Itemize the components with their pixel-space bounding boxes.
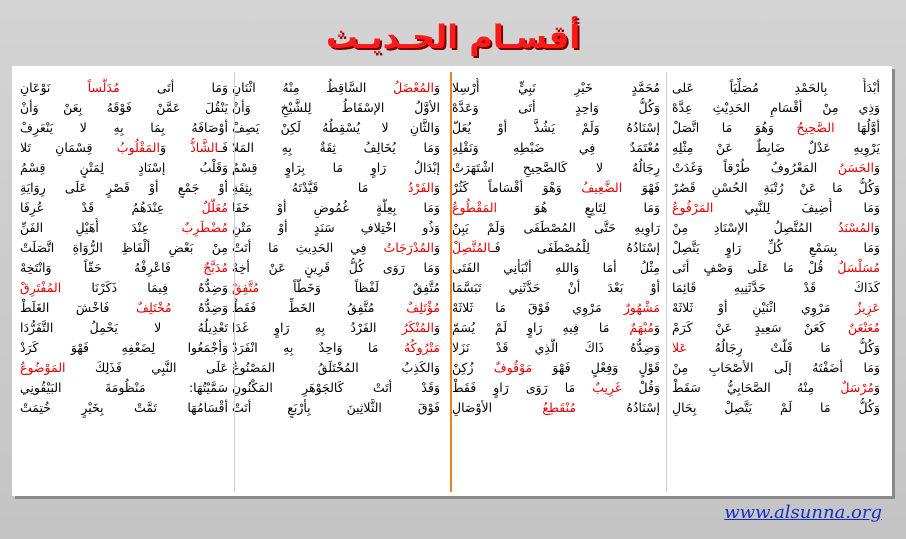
poem-line [452,158,660,178]
verse-text: وَ [433,80,440,95]
poem-line [232,98,440,118]
hadith-term: الصَّحِيحُ [796,120,835,135]
poem-line [20,178,228,198]
page-title: أقسـام الحـديـث [325,18,581,56]
poem-line [20,78,228,98]
poem-line [20,358,228,378]
hadith-term: المَرْفُوعُ [672,200,714,215]
verse-text: أبْدَأُ بِالحَمْدِ مُصَلِّيَاً عَلى [672,80,880,95]
poem-line [672,358,880,378]
verse-text: مَا وَاحِدٌ بِهِ انْفَرَدْ [232,340,404,355]
verse-text: مُتَّفِقُ الخَطِّ فَقَطْ [232,300,407,315]
hadith-term: المَقْلُوبُ [116,140,160,155]
hadith-term: مَتْرُوكُهُ [403,340,440,355]
verse-text: وَالكَذِبُ المُخْتَلَقُ المَصْنُوعُ [232,360,440,375]
verse-text: أقْسَامُهَا تَمَّتْ بِخَيْرٍ خُتِمَتْ [20,400,228,415]
hadith-term: مُعَنْعَنٌ [847,320,880,335]
verse-text: إسْنَادُهُ لِلْمُصْطَفَى فَـ [490,240,660,255]
poem-line [232,78,440,98]
poem-line [232,398,440,418]
verse-text: رَاوِيهِ حَتَّى المُصْطَفَى وَلَمْ يَبِنْ [452,220,660,235]
poem-line [20,238,228,258]
hadith-term: مُنْقَطِعُ [542,400,577,415]
poem-line [20,398,228,418]
verse-text: كَذَاكَ قَدْ حَدَّثَنِيهِ قَائِمَا [672,280,880,295]
poem-line [232,138,440,158]
hadith-term: المُعْضَلُ [393,80,434,95]
verse-text: أوْ جَمْعٍ أوْ قَصْرٍ عَلَى رِوَايَةِ [20,180,228,195]
verse-text: مِنْهُ الصَّحَابِيُّ سَقَطْ [672,380,841,395]
verse-text: إسْنَادُهُ [576,400,660,415]
verse-text: وَكُلُّ وَاحِدٍ أتَى وَعَدَّهْ [452,100,660,115]
hadith-term: مَشْهُورٌ [623,300,660,315]
poem-line [232,238,440,258]
poem-line [672,198,880,218]
verse-text: مُعْتَمَدٌ فِي ضَبْطِهِ وَنَقْلِهِ [452,140,660,155]
poem-line [452,238,660,258]
verse-text: مَا قَيَّدْتَهُ بِثِقَةِ [232,180,408,195]
poem-line [232,158,440,178]
poem-panel [12,66,892,496]
poem-line [232,358,440,378]
center-divider [450,72,452,492]
poem-line [672,98,880,118]
verse-text: وَكُلُّ مَا عَنْ رُتْبَةِ الحُسْنِ قَصُرْ [672,180,880,195]
poem-line [232,318,440,338]
poem-line [232,278,440,298]
verse-text: وَ [653,320,660,335]
poem-line [232,118,440,138]
poem-line [232,178,440,198]
verse-text: وَأجْمَعُوا لِضَعْفِهِ فَهْوَ كَرَدْ [20,340,228,355]
verse-text: وَ [433,240,440,255]
poem-column-1 [672,78,880,486]
poem-line [672,118,880,138]
verse-text: نَوْعَانِ [20,80,88,95]
verse-text: الأوْصَالِ [452,400,543,415]
verse-text: فَاخْشَ الغَلَطْ [20,300,136,315]
verse-text: وَقَدْ أتَتْ كَالجَوْهَرِ المَكْنُونِ [232,380,440,395]
poem-line [452,318,660,338]
hadith-term: المَقْطُوعُ [452,200,498,215]
poem-line [452,78,660,98]
verse-text: مَا فِيهِ رَاوٍ لَمْ يُسَمّ [452,320,630,335]
poem-line [232,218,440,238]
verse-text: وَكُلُّ مَا قَلَّتْ رِجَالُهُ [686,340,880,355]
verse-text: يَرْوِيهِ عَدْلٌ ضَابِطٌ عَنْ مِثْلِهِ [672,140,880,155]
poem-line [452,278,660,298]
verse-text: وَضِدُّهُ [171,300,228,315]
poem-line [20,158,228,178]
verse-text: زُكِنْ [452,360,494,375]
verse-text: وَمَا بِعِلَّةٍ غُمُوضٍ أوْ خَفَا [232,200,440,215]
poem-line [232,378,440,398]
verse-text: وَمَا رَوَى كُلُّ قَرِينٍ عَنْ أخِهْ [232,260,440,275]
poem-line [672,178,880,198]
verse-text: وَمَا أتَى [119,80,228,95]
hadith-term: المُفْتَرِقْ [20,280,62,295]
verse-text: كَعَنْ سَعِيدٍ عَنْ كَرَمْ [672,320,848,335]
verse-text: وَهُوَ مَا اتَّصَلْ [672,120,797,135]
poem-line [20,118,228,138]
verse-text: وَالثَّانِ لا يُسْقِطُهُ لَكِنْ يَصِفْ [232,120,440,135]
hadith-term: مُتَّفِقْ [232,280,260,295]
poem-line [20,258,228,278]
verse-text: وَمَا أُضِيفَ لِلنَّبِي [713,200,880,215]
poem-line [672,158,880,178]
verse-text: وَ [433,180,440,195]
verse-text: وَ [159,140,191,155]
verse-text: وَ [873,220,880,235]
verse-text: السَّاقِطُ مِنْهُ اثْنَانِ [232,80,394,95]
verse-text: وَمَا يُخَالِفُ ثِقَةٌ بِهِ المَلا [232,140,440,155]
hadith-term: المُنْكَرُ [401,320,434,335]
hadith-term: مُبْهَمٌ [629,320,654,335]
poem-column-4 [20,78,228,486]
hadith-term: المُسْنَدُ [837,220,874,235]
hadith-term: مُعَلَّلٌ [201,200,228,215]
poem-line [20,138,228,158]
site-link[interactable]: www.alsunna.org [724,502,882,523]
poem-line [20,218,228,238]
poem-line [452,118,660,138]
verse-text: أوْ بَعْدَ أنْ حَدَّثَنِي تَبَسَّمَا [452,280,660,295]
verse-text: وَذِي مِنْ أقْسَامِ الحَدِيْثِ عِدَّهْ [672,100,880,115]
verse-text: وَمَا بِسَمْعِ كُلِّ رَاوٍ يَتَّصِلْ [672,240,880,255]
poem-line [20,298,228,318]
poem-line [452,178,660,198]
poem-line [672,238,880,258]
poem-line [672,218,880,238]
verse-text: وَقُلْ [621,380,660,395]
poem-line [672,258,880,278]
poem-line [672,138,880,158]
verse-text: المُتَّصِلُ الإسْنَادِ مِنْ [672,220,838,235]
poem-line [672,378,880,398]
verse-text: وَضِدُّهُ فِيمَا ذَكَرْنَا [61,280,228,295]
verse-text: أوَّلُهَا [834,120,880,135]
poem-column-3 [232,78,440,486]
verse-text: وَ [873,380,880,395]
hadith-term: مُرْسَلٌ [840,380,874,395]
poem-line [232,298,440,318]
poem-line [20,98,228,118]
verse-text: وَقَلْبُ إسْنَادٍ لِمَتْنٍ قِسْمُ [20,160,228,175]
column-divider [666,72,667,492]
verse-text: مَرْوِي فَوْقَ مَا ثَلاثَهْ [452,300,624,315]
verse-text: تَعْدِيلُهُ لا يَحْمِلُ التَّفَرُّدَا [20,320,228,335]
verse-text: سَمَّيْتُهَا: مَنْظُومَةَ البَيْقُونِي [20,380,228,395]
verse-text: وَضِدُّهُ ذَاكَ الَّذِي قَدْ نَزَلا [452,340,660,355]
verse-text: مَرْوِي اثْنَيْنِ أوْ ثَلاثَهْ [672,300,856,315]
poem-line [20,278,228,298]
verse-text: أوْصَافَهُ بِمَا بِهِ لا يَنْعَرِفْ [20,120,228,135]
verse-text: فَـ [218,140,228,155]
verse-text: مُتَّفِقٌ لَفْظاً وَخَطّاً [259,280,440,295]
hadith-term: مُدَلَّساً [87,80,120,95]
poem-line [20,378,228,398]
poem-line [672,78,880,98]
column-divider [234,72,235,492]
verse-text: مِنْ بَعْضِ ألْفَاظِ الرُّوَاةِ اتَّصَلَتْ [20,240,228,255]
verse-text: عَلَى النَّبِي فَذَلِكَ [65,360,228,375]
poem-line [452,378,660,398]
verse-text: الفَرْدُ بِهِ رَاوٍ غَدَا [232,320,402,335]
poem-line [452,398,660,418]
verse-text: مُحَمَّدٍ خَيْرِ نَبِيٍّ أُرْسِلا [452,80,660,95]
poem-line [232,338,440,358]
verse-text: وَهْوَ أقْسَاماً كَثُرْ [452,180,582,195]
poem-line [452,198,660,218]
hadith-term: المُدْرَجَاتُ [383,240,434,255]
hadith-term: غَرِيبٌ [592,380,622,395]
verse-text: وَكُلُّ مَا لَمْ يَتَّصِلْ بِحَالِ [672,400,880,415]
verse-text: الأوَّلُ الإسْقَاطُ لِلشَّيْخِ وَأنْ [232,100,440,115]
verse-text: وَ [433,320,440,335]
verse-text: فَاعْرِفْهُ حَقّاً وَانْتَخِهْ [20,260,204,275]
poem-line [452,218,660,238]
poem-column-2 [452,78,660,486]
poem-line [232,198,440,218]
hadith-term: الحَسَنُ [837,160,874,175]
verse-text: المَعْرُوفُ طُرْقاً وَغَدَتْ [672,160,838,175]
hadith-term: مُخْتَلِفٌ [136,300,172,315]
poem-line [452,298,660,318]
verse-text: قُلْ مَا عَلَى وَصْفٍ أتَى [672,260,838,275]
poem-line [672,318,880,338]
hadith-term: مُسَلْسَلٌ [837,260,880,275]
hadith-term: عَزِيزٌ [855,300,880,315]
poem-line [20,198,228,218]
poem-line [20,338,228,358]
verse-text: إسْنَادُهُ وَلَمْ يَشُذَّ أوْ يُعَلّ [452,120,660,135]
verse-text: مَا رَوَى رَاوٍ فَقَطْ [452,380,593,395]
verse-text: وَ [873,160,880,175]
verse-text: قَوْلٍ وَفِعْلٍ فَهْوَ [532,360,660,375]
poem-line [672,338,880,358]
poem-line [452,338,660,358]
verse-text: قِسْمَانِ تَلا [20,140,117,155]
hadith-term: المُتَّصِلْ [452,240,491,255]
verse-text: عِنْدَهُمُ قَدْ عُرِفَا [20,200,202,215]
poem-line [452,258,660,278]
verse-text: فَوْقَ الثَّلاثِينَ بِأرْبَعٍ أتَتْ [232,400,440,415]
hadith-term: مُدَبَّجٌ [203,260,228,275]
hadith-term: الشَّاذُّ [190,140,219,155]
hadith-term: مُؤْتَلِفٌ [406,300,440,315]
poem-line [452,138,660,158]
verse-text: فَهْوَ [622,180,660,195]
verse-text: وَذُو اخْتِلافِ سَنَدٍ أوْ مَتْنِ [232,220,440,235]
hadith-term: المَوْضُوعُ [20,360,66,375]
verse-text: وَمَا لِتَابِعٍ هُوَ [497,200,660,215]
verse-text: رِجَالُهُ لا كَالصَّحِيحِ اشْتَهَرَتْ [452,160,660,175]
verse-text: إبْدَالُ رَاوٍ مَا بِرَاوٍ قِسْمُ [232,160,440,175]
poem-line [452,98,660,118]
poem-line [672,298,880,318]
hadith-term: الضَّعِيفُ [581,180,623,195]
hadith-term: مَوْقُوفٌ [493,360,533,375]
hadith-term: مُضْطَرِبٌ [181,220,228,235]
verse-text: فِي الحَدِيثِ مَا أتَتْ [232,240,384,255]
poem-line [452,358,660,378]
poem-line [672,398,880,418]
verse-text: يَنْقُلَ عَمَّنْ فَوْقَهُ بِعَنْ وَأنْ [20,100,228,115]
hadith-term: الفَرْدُ [407,180,434,195]
poem-line [20,318,228,338]
verse-text: مِثْلُ أمَا وَاللهِ أنْبَأنِي الفَتَى [452,260,660,275]
poem-line [672,278,880,298]
verse-text: وَمَا أضَفْتَهُ إلَى الأصْحَابِ مِنْ [672,360,880,375]
verse-text: عِنْدَ أُهَيْلِ الفَنِّ [20,220,182,235]
poem-line [232,258,440,278]
hadith-term: عَلا [672,340,687,355]
